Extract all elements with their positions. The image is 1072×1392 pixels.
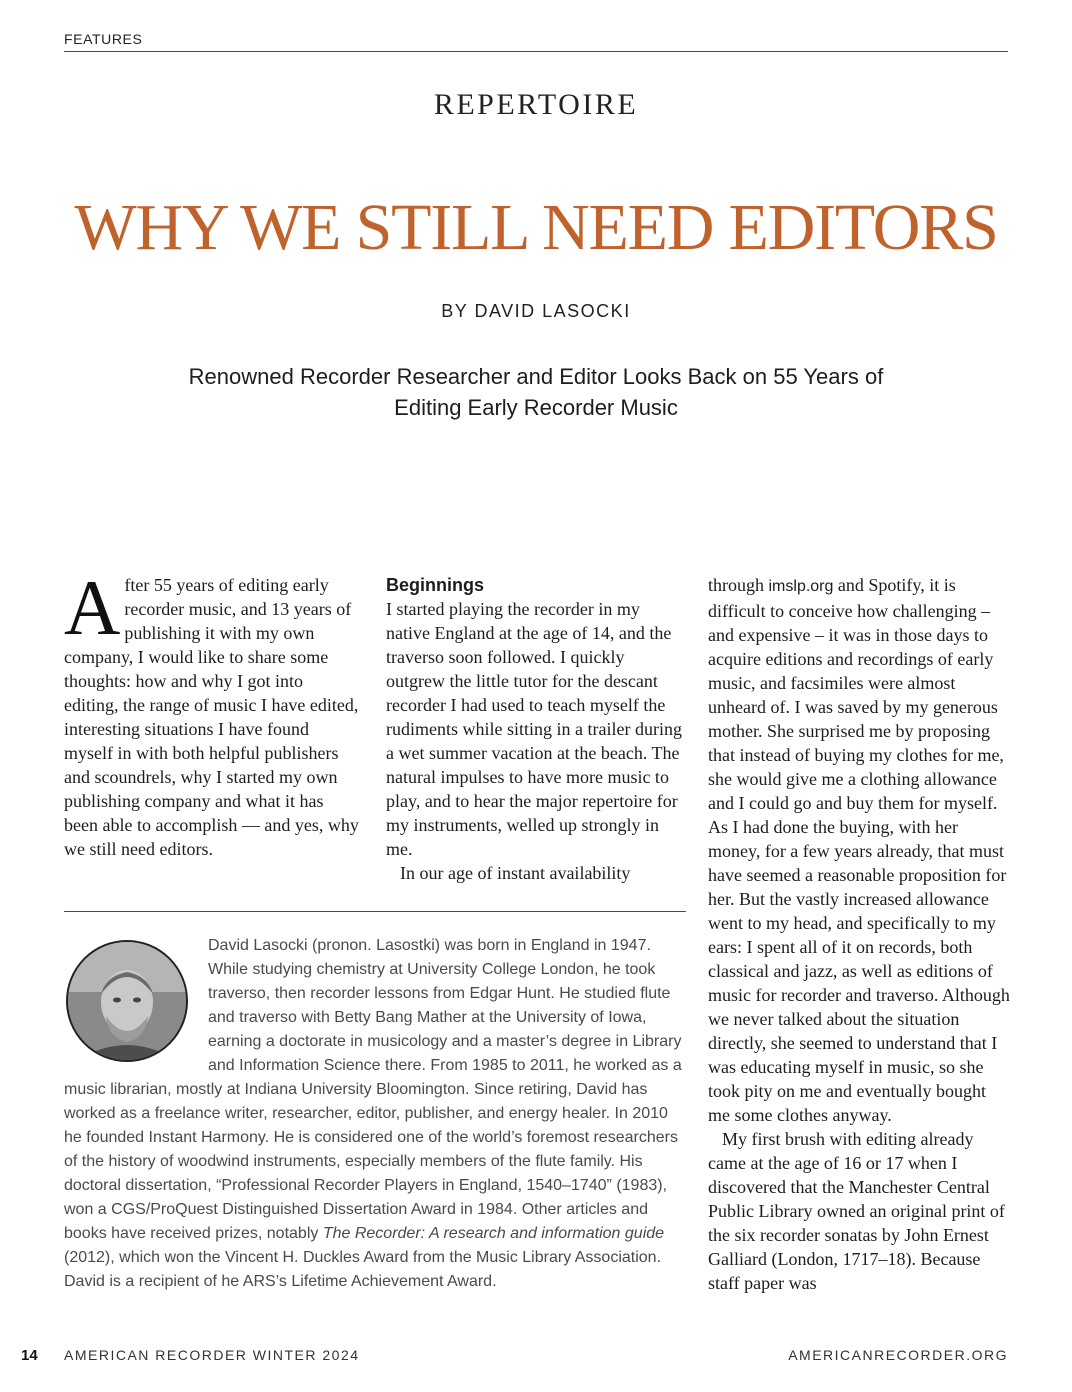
beginnings-paragraph-2: In our age of instant availability [400,863,631,883]
intro-text: fter 55 years of editing early recorder music, and 13 years of publishing it with my own company, I would like to share some thoughts: how and why I got into editing, the range of music I have edited, interesting situations I have found myself in with both helpful publishers and scoundrels, why I started my own publishing company and what it has been able to accomplish — and yes, why we still need editors. [64,575,359,859]
article-deck: Renowned Recorder Researcher and Editor Looks Back on 55 Years of Editing Early Recorder Music [188,364,884,420]
bio-rule [64,911,686,912]
beginnings-paragraph-1: I started playing the recorder in my native England at the age of 14, and the traverso soon followed. I quickly outgrew the little tutor for the descant recorder I had used to teach myself the rudiments while sitting in a trailer during a wet summer vacation at the beach. The natural impulses to have more music to play, and to hear the major repertoire for my instruments, welled up strongly in me. [386,599,682,859]
bio-part-2: (2012), which won the Vincent H. Duckles Award from the Music Library Association. David is a recipient of he ARS’s Lifetime Achievement Award. [64,1249,662,1290]
column-2 [386,573,686,885]
intro-paragraph [64,564,360,861]
header-rule [64,51,1008,52]
section-heading-beginnings: Beginnings [386,575,484,595]
footer-publication: AMERICAN RECORDER WINTER 2024 [64,1347,360,1363]
author-bio [64,934,686,1294]
editing-paragraph: My first brush with editing already came at the age of 16 or 17 when I discovered that the Manchester Central Public Library owned an original print of the six recorder sonatas by John Ernest Galliard (London, 1717–18). Because staff paper was [708,1129,1005,1293]
drop-cap: A [64,564,121,651]
author-photo [66,940,188,1062]
section-label: FEATURES [64,31,143,47]
column-3 [708,573,1012,1295]
department-kicker: REPERTOIRE [433,88,639,121]
imslp-link[interactable]: imslp.org [768,578,834,595]
bio-book-title: The Recorder: A research and information guide [322,1225,665,1242]
continued-text: and Spotify, it is difficult to conceive how challenging – and expensive – it was in those days to acquire editions and recordings of early music, and facsimiles were almost unheard of. I was saved by my generous mother. She surprised me by proposing that instead of buying my clothes for me, she would give me a clothing allowance and I could go and buy them for myself. As I had done the buying, with her money, for a few years already, that must have seemed a reasonable proposition for her. But the vastly increased allowance went to my head, and specifically to my ears: I spent all of it on records, both classical and jazz, as well as editions of music for recorder and traverso. Although we never talked about the situation directly, she seemed to understand that I was educating myself in music, so she took pity on me and eventually bought me some clothes anyway. [708,575,1010,1125]
byline: BY DAVID LASOCKI [441,301,631,321]
author-portrait-icon [68,942,186,1060]
continued-paragraph [708,573,1012,1127]
footer-website[interactable]: AMERICANRECORDER.ORG [788,1347,1008,1363]
page-number: 14 [21,1347,38,1364]
column-1 [64,564,360,861]
continued-text-start: through [708,575,764,595]
article-title: WHY WE STILL NEED EDITORS [74,191,998,264]
bio-part-1: David Lasocki (pronon. Lasostki) was born in England in 1947. While studying chemistry at University College London, he took traverso, then recorder lessons from Edgar Hunt. He studied flute and traverso with Betty Bang Mather at the University of Iowa, earning a doctorate in musicology and a master’s degree in Library and Information Science there. From 1985 to 2011, he worked as a music librarian, mostly at Indiana University Bloomington. Since retiring, David has worked as a freelance writer, researcher, editor, publisher, and energy healer. In 2010 he founded Instant Harmony. He is considered one of the world’s foremost researchers of the history of woodwind instruments, especially members of the flute family. His doctoral dissertation, “Professional Recorder Players in England, 1540–1740” (1983), won a CGS/ProQuest Distinguished Dissertation Award in 1984. Other articles and books have received prizes, notably [64,937,682,1242]
